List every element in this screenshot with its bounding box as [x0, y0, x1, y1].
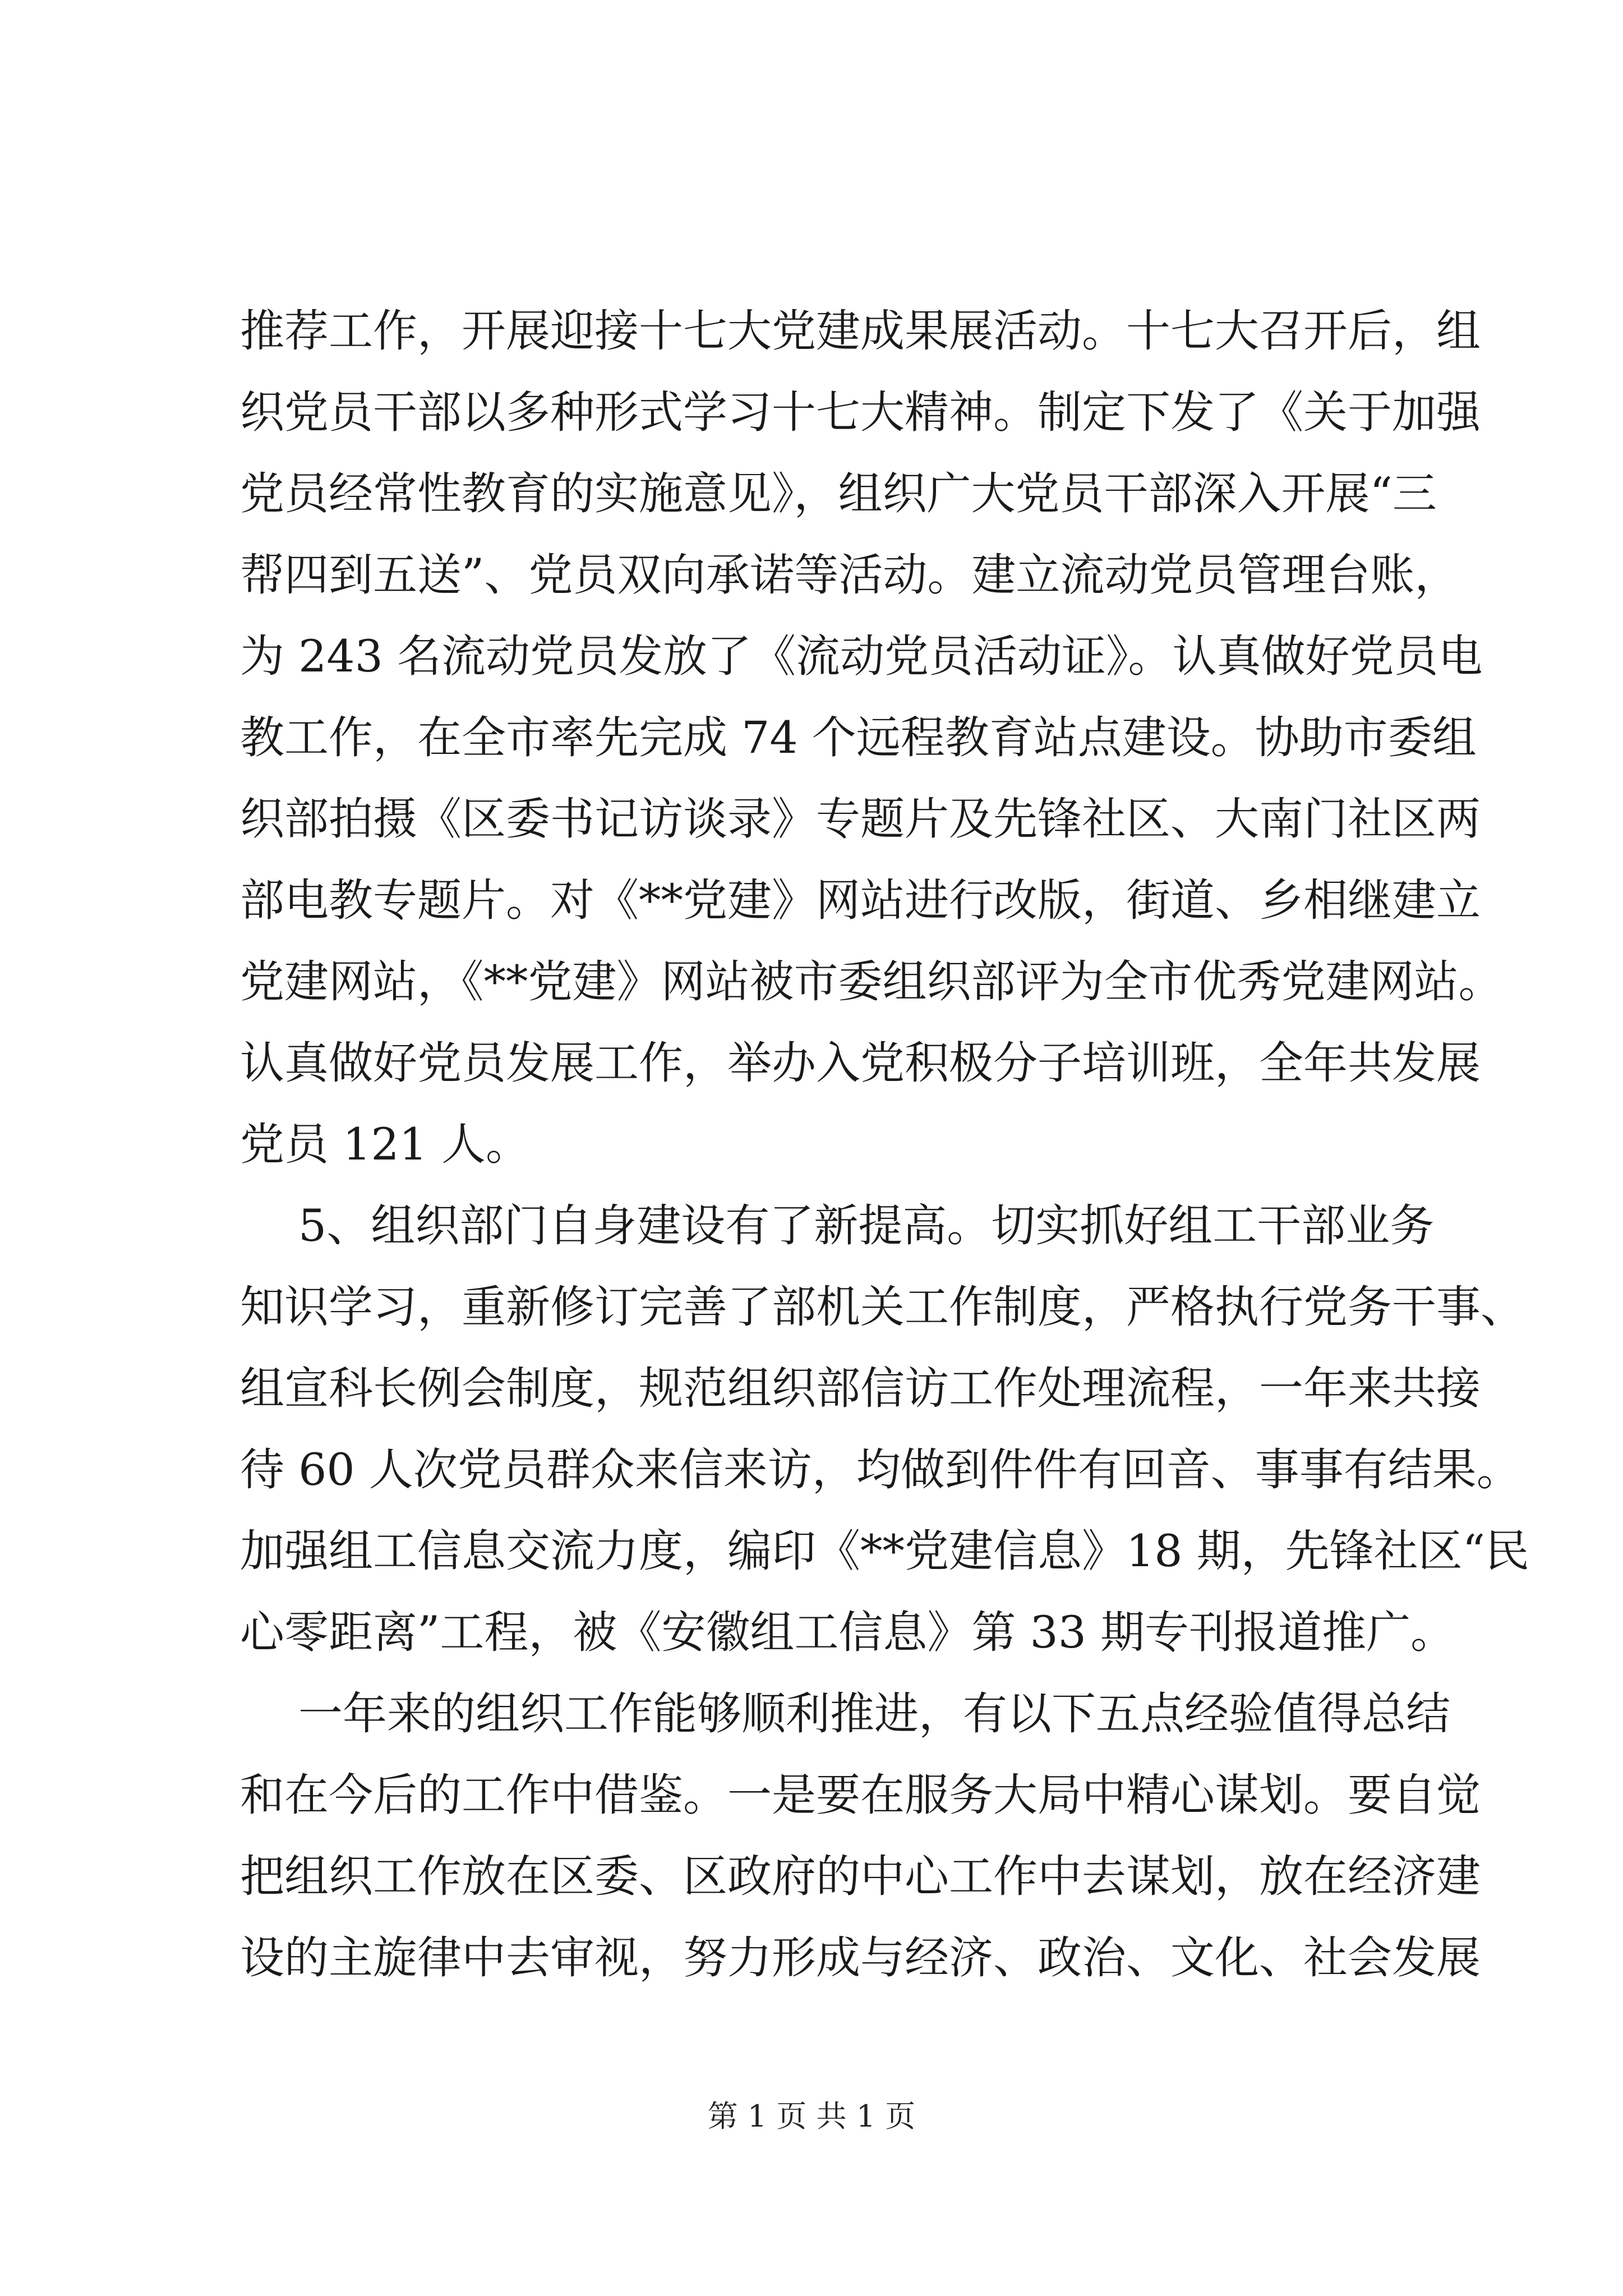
page-footer: 第 1 页 共 1 页: [707, 2099, 916, 2134]
text-line: 党建网站，《**党建》网站被市委组织部评为全市优秀党建网站。: [240, 956, 1503, 1007]
text-line: 认真做好党员发展工作，举办入党积极分子培训班，全年共发展: [240, 1037, 1481, 1089]
text-line: 设的主旋律中去审视，努力形成与经济、政治、文化、社会发展: [240, 1932, 1481, 1984]
text-line: 织党员干部以多种形式学习十七大精神。制定下发了《关于加强: [240, 386, 1481, 438]
paragraph-first-line: 5、组织部门自身建设有了新提高。切实抓好组工干部业务: [298, 1200, 1435, 1251]
text-line: 部电教专题片。对《**党建》网站进行改版，街道、乡相继建立: [240, 875, 1481, 926]
text-line: 把组织工作放在区委、区政府的中心工作中去谋划，放在经济建: [240, 1851, 1481, 1902]
text-line: 帮四到五送”、党员双向承诺等活动。建立流动党员管理台账，: [240, 549, 1459, 601]
text-line: 推荐工作，开展迎接十七大党建成果展活动。十七大召开后，组: [240, 305, 1481, 357]
text-line: 待 60 人次党员群众来信来访，均做到件件有回音、事事有结果。: [240, 1444, 1521, 1496]
text-line: 党员经常性教育的实施意见》，组织广大党员干部深入开展“三: [240, 468, 1437, 519]
paragraph-first-line: 一年来的组织工作能够顺利推进，有以下五点经验值得总结: [298, 1688, 1450, 1740]
text-line: 知识学习，重新修订完善了部机关工作制度，严格执行党务干事、: [240, 1281, 1525, 1333]
text-line: 和在今后的工作中借鉴。一是要在服务大局中精心谋划。要自觉: [240, 1769, 1481, 1821]
text-line: 加强组工信息交流力度，编印《**党建信息》18 期，先锋社区“民: [240, 1525, 1530, 1577]
text-line: 为 243 名流动党员发放了《流动党员活动证》。认真做好党员电: [240, 631, 1483, 682]
text-line: 教工作，在全市率先完成 74 个远程教育站点建设。协助市委组: [240, 712, 1477, 763]
text-line: 党员 121 人。: [240, 1119, 531, 1170]
text-line: 织部拍摄《区委书记访谈录》专题片及先锋社区、大南门社区两: [240, 793, 1481, 845]
text-line: 心零距离”工程，被《安徽组工信息》第 33 期专刊报道推广。: [240, 1607, 1455, 1658]
text-line: 组宣科长例会制度，规范组织部信访工作处理流程，一年来共接: [240, 1363, 1481, 1414]
